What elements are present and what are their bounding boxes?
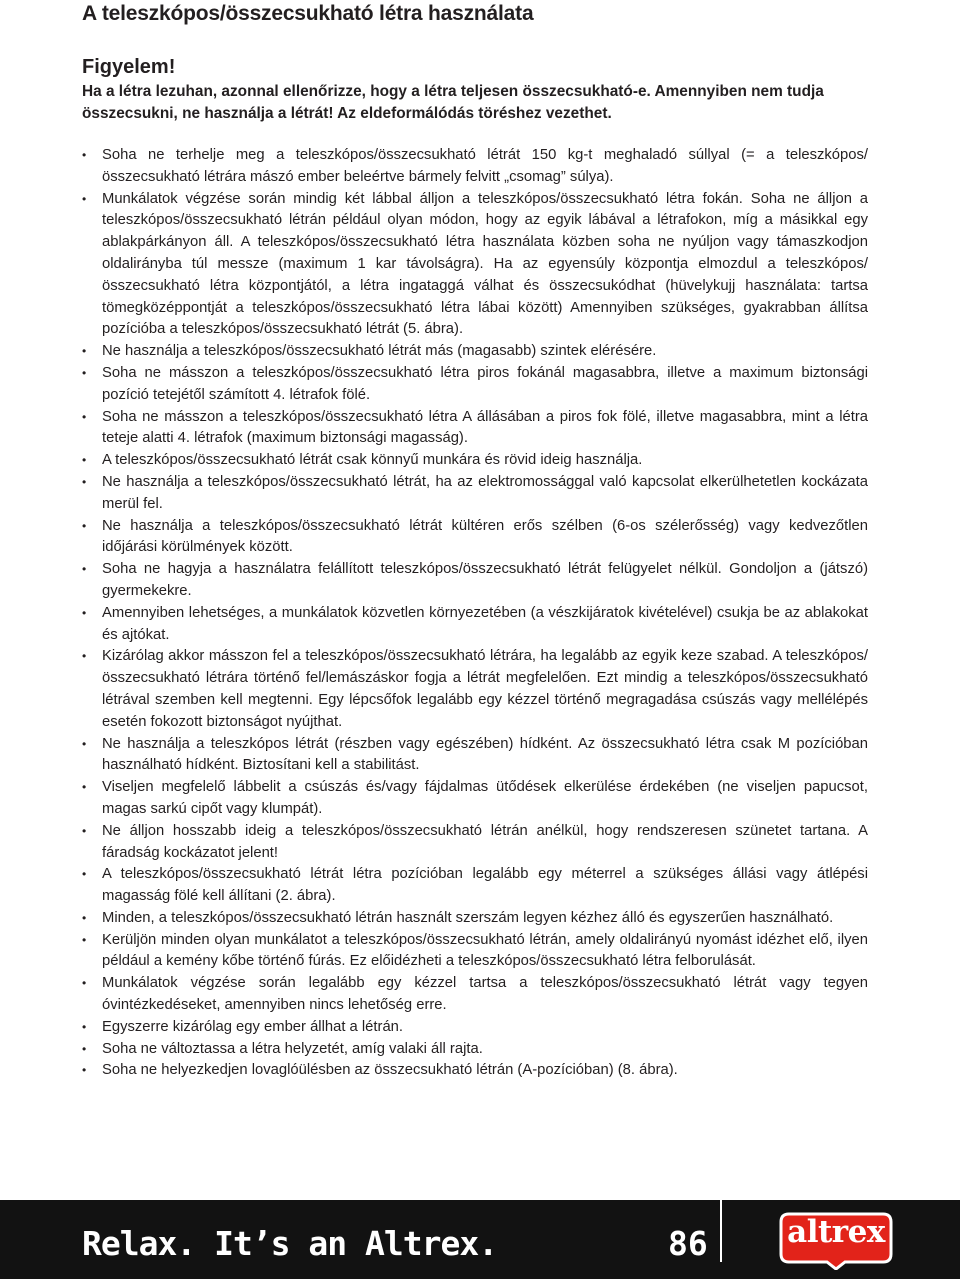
list-item: • Ne használja a teleszkópos/összecsukható létrát más (magasabb) szintek elérésére. — [82, 341, 868, 363]
list-item: • Ne használja a teleszkópos/összecsukható létrát, ha az elektromossággal való kapcsolat elkerülhetetlen kockázata merül fel. — [82, 472, 868, 516]
altrex-logo — [775, 1210, 897, 1270]
warning-text: Ha a létra lezuhan, azonnal ellenőrizze, hogy a létra teljesen összecsukható-e. Amennyiben nem tudja összecsukni, ne használja a létrát! Az eldeformálódás töréshez vezethet. — [82, 83, 824, 122]
list-item: • Soha ne hagyja a használatra felállított teleszkópos/összecsukható létrát felügyelet nélkül. Gondoljon a (játszó) gyermekekre. — [82, 559, 868, 603]
altrex-logo-text: altrex — [787, 1214, 885, 1250]
safety-instructions-list — [82, 145, 868, 1082]
list-item: • Soha ne változtassa a létra helyzetét, amíg valaki áll rajta. — [82, 1039, 868, 1061]
list-item: • Ne használja a teleszkópos létrát (részben vagy egészében) hídként. Az összecsukható létra csak M pozícióban használható hídként. Biztosítani kell a stabilitást. — [82, 734, 868, 778]
list-item: • Munkálatok végzése során mindig két lábbal álljon a teleszkópos/összecsukható létra fokán. Soha ne álljon a teleszkópos/összecsukható létrán például olyan módon, hogy az egyik lábával a létrafokon, míg a másikkal egy ablakpárkányon áll. A teleszkópos/összecsukható létra használata közben soha ne nyúljon vagy támaszkodjon oldalirányba túl messze (maximum 1 kar távolságra). Ha az egyensúly központja elmozdul a teleszkópos/összecsukható létra központjától, a létra ingataggá válhat és összecsukódhat (hüvelykujj használata: tartsa tömegközéppontját a teleszkópos/összecsukható létra lábai között) Amennyiben szükséges, gyakrabban állítsa pozícióba a teleszkópos/összecsukható létrát (5. ábra). — [82, 189, 868, 342]
list-item: • Egyszerre kizárólag egy ember állhat a létrán. — [82, 1017, 868, 1039]
footer-slogan: Relax. It’s an Altrex. — [82, 1224, 498, 1263]
list-item: • A teleszkópos/összecsukható létrát létra pozícióban legalább egy méterrel a szükséges állási vagy átlépési magasság fölé kell állítani (2. ábra). — [82, 864, 868, 908]
list-item: • Soha ne terhelje meg a teleszkópos/összecsukható létrát 150 kg-t meghaladó súllyal (= a teleszkópos/ összecsukható létrára mászó ember beleértve bármely felvitt „csomag” súlya). — [82, 145, 868, 189]
list-item: • Munkálatok végzése során legalább egy kézzel tartsa a teleszkópos/összecsukható létrát vagy tegyen óvintézkedéseket, amennyiben nincs lehetőség erre. — [82, 973, 868, 1017]
footer-bar — [0, 1200, 960, 1279]
list-item: • Ne használja a teleszkópos/összecsukható létrát kültéren erős szélben (6-os szélerősség) vagy kedvezőtlen időjárási körülmények között. — [82, 516, 868, 560]
page-number: 86 — [668, 1224, 708, 1263]
list-item: • Kizárólag akkor másszon fel a teleszkópos/összecsukható létrára, ha legalább az egyik keze szabad. A teleszkópos/összecsukható létrára történő fel/lemászáskor fogja a létrát megfelelően. Ezt mindig a teleszkópos/összecsukható létrával szemben kell megtenni. Egy lépcsőfok legalább egy kézzel történő megragadása csúszás vagy mellélépés esetén fokozott biztonságot nyújthat. — [82, 646, 868, 733]
list-item: • Soha ne másszon a teleszkópos/összecsukható létra piros fokánál magasabbra, illetve a maximum biztonsági pozíció tetejétől számított 4. létrafok fölé. — [82, 363, 868, 407]
list-item: • Soha ne másszon a teleszkópos/összecsukható létra A állásában a piros fok fölé, illetve magasabbra, mint a létra teteje alatti 4. létrafok (maximum biztonsági magasság). — [82, 407, 868, 451]
list-item: • A teleszkópos/összecsukható létrát csak könnyű munkára és rövid ideig használja. — [82, 450, 868, 472]
list-item: • Amennyiben lehetséges, a munkálatok közvetlen környezetében (a vészkijáratok kivételével) csukja be az ablakokat és ajtókat. — [82, 603, 868, 647]
list-item: • Ne álljon hosszabb ideig a teleszkópos/összecsukható létrán anélkül, hogy rendszeresen szünetet tartana. A fáradság kockázatot jelent! — [82, 821, 868, 865]
list-item: • Viseljen megfelelő lábbelit a csúszás és/vagy fájdalmas ütődések elkerülése érdekében (ne viseljen papucsot, magas sarkú cipőt vagy klumpát). — [82, 777, 868, 821]
warning-title: Figyelem! — [82, 56, 176, 78]
list-item: • Kerüljön minden olyan munkálatot a teleszkópos/összecsukható létrán, amely oldalirányú nyomást idézhet elő, ilyen például a kemény kőbe történő fúrás. Ez előidézheti a teleszkópos/összecsukható létra felborulását. — [82, 930, 868, 974]
page-title: A teleszkópos/összecsukható létra használata — [82, 2, 534, 25]
list-item: • Minden, a teleszkópos/összecsukható létrán használt szerszám legyen kézhez álló és egyszerűen használható. — [82, 908, 868, 930]
list-item: • Soha ne helyezkedjen lovaglóülésben az összecsukható létrán (A-pozícióban) (8. ábra). — [82, 1060, 868, 1082]
footer-divider — [720, 1200, 722, 1262]
